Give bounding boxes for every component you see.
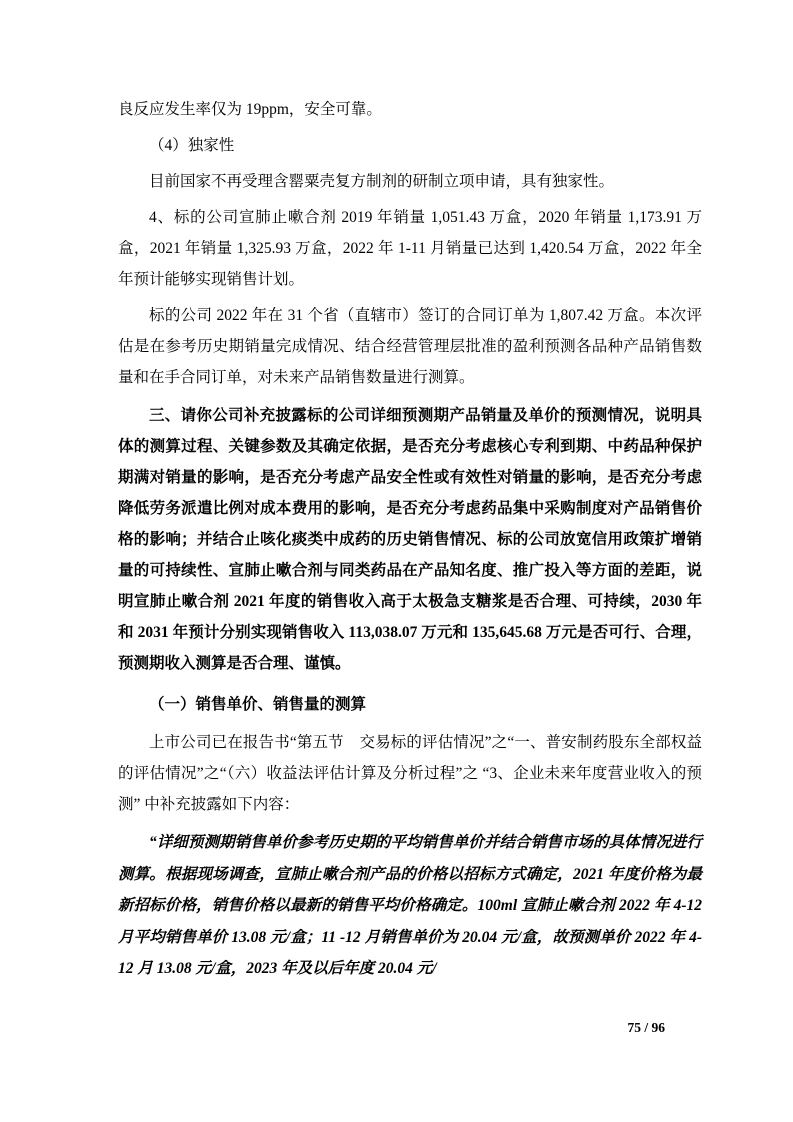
document-body	[118, 94, 702, 990]
paragraph-exclusivity-statement: 目前国家不再受理含罂粟壳复方制剂的研制立项申请，具有独家性。	[149, 173, 615, 190]
paragraph-regulator-question-3: 三、请你公司补充披露标的公司详细预测期产品销量及单价的预测情况，说明具体的测算过程、关键参数及其确定依据，是否充分考虑核心专利到期、中药品种保护期满对销量的影响，是否充分考虑产品安全性或有效性对销量的影响，是否充分考虑降低劳务派遣比例对成本费用的影响，是否充分考虑药品集中采购制度对产品销售价格的影响；并结合止咳化痰类中成药的历史销售情况、标的公司放宽信用政策扩增销量的可持续性、宣肺止嗽合剂与同类药品在产品知名度、推广投入等方面的差距，说明宣肺止嗽合剂 2021 年度的销售收入高于太极急支糖浆是否合理、可持续，2030 年和 2031 年预计分别实现销售收入 113,038.07 万元和 135,645.68 万元是否可行、合理，预测期收入测算是否合理、谨慎。	[118, 407, 702, 672]
paragraph-sales-volume-history: 4、标的公司宣肺止嗽合剂 2019 年销量 1,051.43 万盒，2020 年销量 1,173.91 万盒，2021 年销量 1,325.93 万盒，2022 年 1-11 月销量已达到 1,420.54 万盒，2022 年全年预计能够实现销售计划。	[118, 209, 702, 288]
paragraph-quoted-disclosure: “详细预测期销售单价参考历史期的平均销售单价并结合销售市场的具体情况进行测算。根据现场调查，宣肺止嗽合剂产品的价格以招标方式确定，2021 年度价格为最新招标价格，销售价格以最新的销售平均价格确定。100ml 宣肺止嗽合剂 2022 年 4-12 月平均销售单价 13.08 元/盒；11 -12 月销售单价为 20.04 元/盒，故预测单价 2022 年 4-12 月 13.08 元/盒，2023 年及以后年度 20.04 元/	[118, 834, 702, 977]
page-number: 75 / 96	[627, 1020, 665, 1035]
paragraph-disclosure-location: 上市公司已在报告书“第五节 交易标的评估情况”之“一、普安制药股东全部权益的评估情况”之“（六）收益法评估计算及分析过程”之 “3、企业未来年度营业收入的预测” 中补充披露如下内容：	[118, 734, 702, 813]
subheading-exclusivity: （4）独家性	[149, 137, 235, 154]
paragraph-adverse-reaction-continuation: 良反应发生率仅为 19ppm，安全可靠。	[118, 101, 382, 118]
heading-price-volume-measurement: （一）销售单价、销售量的测算	[149, 696, 367, 713]
paragraph-contract-orders: 标的公司 2022 年在 31 个省（直辖市）签订的合同订单为 1,807.42 万盒。本次评估是在参考历史期销量完成情况、结合经营管理层批准的盈利预测各品种产品销售数量和在手合同订单，对未来产品销售数量进行测算。	[118, 307, 702, 386]
